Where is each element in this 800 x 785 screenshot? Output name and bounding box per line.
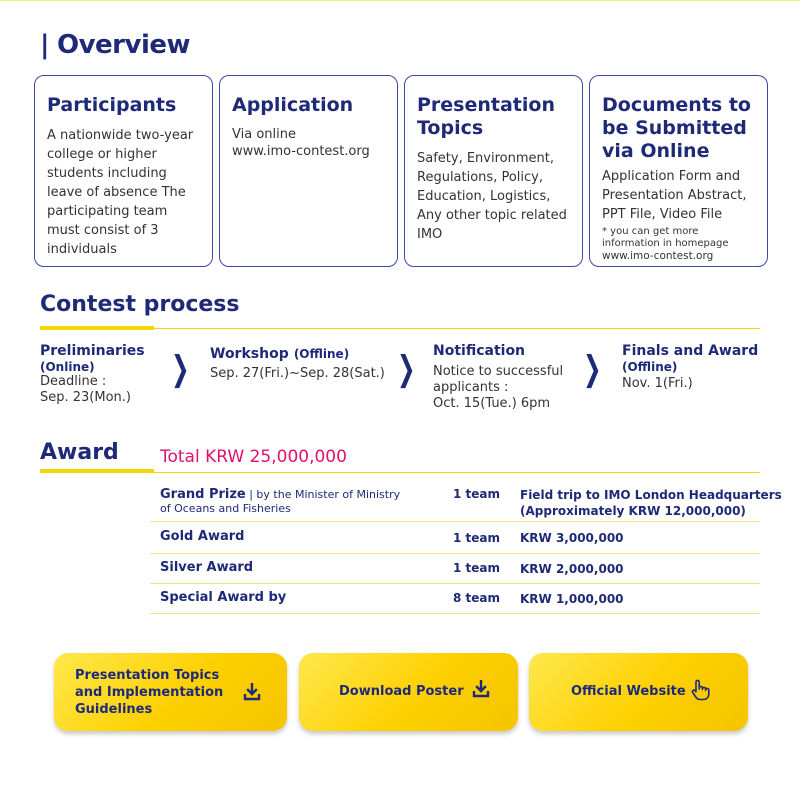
row-divider — [150, 553, 760, 554]
top-divider — [0, 0, 800, 1]
row-divider — [150, 521, 760, 522]
step-finals — [622, 343, 758, 392]
step-subtitle: (Online) — [40, 360, 95, 374]
title-underline — [40, 326, 154, 330]
step-workshop — [210, 343, 385, 382]
award-name: Special Award by — [160, 590, 287, 605]
title-underline — [40, 469, 154, 473]
step-title: Workshop — [210, 346, 289, 362]
button-label: Official Website — [571, 684, 686, 699]
contest-process-title: Contest process — [40, 292, 240, 317]
step-text: Sep. 23(Mon.) — [40, 390, 131, 405]
official-website-button[interactable] — [529, 653, 748, 731]
award-count: 8 team — [453, 591, 501, 605]
step-notification — [433, 343, 563, 412]
award-prize: KRW 2,000,000 — [520, 562, 624, 576]
card-note: * you can get more information in homepage — [602, 226, 729, 249]
step-text: applicants : — [433, 380, 509, 395]
step-text: Oct. 15(Tue.) 6pm — [433, 396, 551, 411]
award-name: Gold Award — [160, 529, 245, 544]
award-prize-text: (Approximately KRW 12,000,000) — [520, 504, 746, 518]
card-body: Application Form and Presentation Abstract, PPT File, Video File — [602, 169, 747, 222]
guidelines-download-button[interactable] — [54, 653, 287, 731]
overview-title — [40, 30, 190, 60]
award-total: Total KRW 25,000,000 — [160, 447, 347, 467]
card-body — [232, 126, 387, 160]
award-name: Silver Award — [160, 560, 254, 575]
award-sponsor: | by the Minister of Ministry — [245, 488, 401, 501]
download-poster-button[interactable] — [299, 653, 518, 731]
download-icon — [472, 680, 490, 698]
card-body: Safety, Environment, Regulations, Policy, Education, Logistics, Any other topic related IMO — [417, 151, 567, 242]
award-name: Grand Prize — [160, 487, 246, 502]
award-count: 1 team — [453, 531, 501, 545]
step-text: Nov. 1(Fri.) — [622, 376, 693, 391]
card-title: Application — [232, 94, 354, 116]
card-body: A nationwide two-year college or higher students including leave of absence The participating team must consist of 3 individuals — [47, 128, 194, 257]
step-text: Sep. 27(Fri.)~Sep. 28(Sat.) — [210, 366, 385, 381]
award-count: 1 team — [453, 561, 501, 575]
button-label: Guidelines — [75, 702, 153, 717]
application-method: Via online — [232, 127, 296, 142]
step-text: Notice to successful — [433, 364, 564, 379]
award-prize: KRW 1,000,000 — [520, 592, 624, 606]
step-text: Deadline : — [40, 374, 107, 389]
documents-card — [589, 75, 768, 267]
participants-card — [34, 75, 213, 267]
chevron-right-icon: ❯ — [582, 349, 602, 389]
step-preliminaries — [40, 343, 145, 406]
button-label: Download Poster — [339, 684, 464, 699]
chevron-right-icon: ❯ — [396, 349, 416, 389]
row-divider — [150, 613, 760, 614]
step-subtitle: (Offline) — [293, 347, 350, 361]
application-card — [219, 75, 398, 267]
application-url[interactable]: www.imo-contest.org — [232, 144, 370, 159]
pointer-hand-icon — [690, 679, 710, 701]
button-label: and Implementation — [75, 685, 224, 700]
award-prize-text: Field trip to IMO London Headquarters — [520, 488, 782, 502]
title-bar: | — [40, 30, 49, 60]
topics-card — [404, 75, 583, 267]
award-prize: KRW 3,000,000 — [520, 531, 624, 545]
award-count: 1 team — [453, 487, 501, 501]
step-subtitle: (Offline) — [622, 360, 678, 374]
step-title: Finals and Award — [622, 343, 759, 359]
award-title: Award — [40, 440, 119, 465]
award-sponsor: of Oceans and Fisheries — [160, 502, 291, 515]
step-title: Notification — [433, 343, 526, 359]
chevron-right-icon: ❯ — [170, 349, 190, 389]
download-icon — [243, 683, 261, 701]
row-divider — [150, 583, 760, 584]
card-title: Documents to be Submitted via Online — [602, 94, 751, 162]
button-label: Presentation Topics — [75, 668, 220, 683]
award-row-grand-prize — [160, 485, 400, 515]
card-note-url[interactable]: www.imo-contest.org — [602, 250, 714, 262]
card-title: Participants — [47, 94, 177, 116]
card-title: Presentation Topics — [417, 94, 555, 139]
step-title: Preliminaries — [40, 343, 145, 359]
overview-title-text: Overview — [57, 30, 191, 60]
award-prize — [520, 487, 782, 519]
